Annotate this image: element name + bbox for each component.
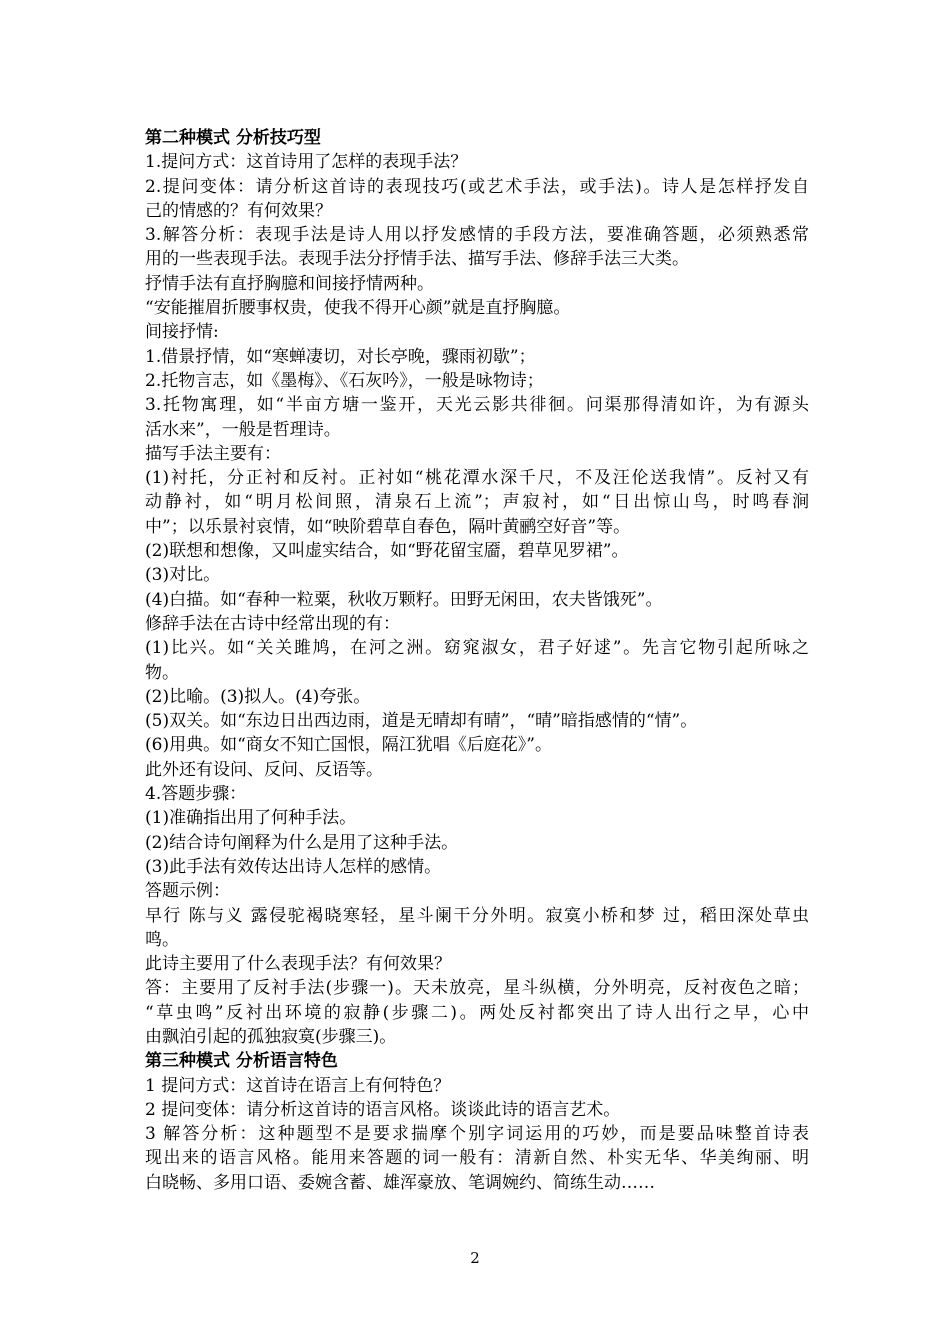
text-line: (6)用典。如“商女不知亡国恨，隔江犹唱《后庭花》”。: [145, 735, 552, 756]
text-line: 修辞手法在古诗中经常出现的有：: [145, 613, 400, 634]
text-line: 物。: [145, 662, 179, 683]
text-line: (3)此手法有效传达出诗人怎样的感情。: [145, 856, 442, 877]
text-line: 此外还有设问、反问、反语等。: [145, 759, 383, 780]
text-line: “安能摧眉折腰事权贵，使我不得开心颜”就是直抒胸臆。: [145, 298, 571, 319]
text-line: 用的一些表现手法。表现手法分抒情手法、描写手法、修辞手法三大类。: [145, 249, 689, 270]
section-heading: 第三种模式 分析语言特色: [145, 1051, 338, 1072]
text-line: (2)联想和想像，又叫虚实结合，如“野花留宝靥，碧草见罗裙”。: [145, 541, 629, 562]
text-line: 鸣。: [145, 929, 179, 950]
text-line: 2.提问变体：请分析这首诗的表现技巧(或艺术手法，或手法)。诗人是怎样抒发自: [145, 176, 809, 197]
text-line: 动静衬，如“明月松间照，清泉石上流”；声寂衬，如“日出惊山鸟，时鸣春涧: [145, 492, 809, 513]
text-line: 此诗主要用了什么表现手法？有何效果？: [145, 954, 451, 975]
text-line: (2)比喻。(3)拟人。(4)夸张。: [145, 686, 371, 707]
text-line: 活水来”，一般是哲理诗。: [145, 419, 341, 440]
text-line: 己的情感的？有何效果？: [145, 200, 332, 221]
text-line: (3)对比。: [145, 565, 221, 586]
text-line: 描写手法主要有：: [145, 443, 281, 464]
text-line: 答题示例：: [145, 881, 230, 902]
text-line: 早行 陈与义 露侵驼褐晓寒轻，星斗阑干分外明。寂寞小桥和梦 过，稻田深处草虫: [145, 905, 809, 926]
text-line: 1.提问方式：这首诗用了怎样的表现手法？: [145, 152, 468, 173]
text-line: (2)结合诗句阐释为什么是用了这种手法。: [145, 832, 459, 853]
section-heading: 第二种模式 分析技巧型: [145, 128, 321, 148]
text-line: 间接抒情:: [145, 322, 219, 343]
text-line: 2 提问变体：请分析这首诗的语言风格。谈谈此诗的语言艺术。: [145, 1099, 621, 1120]
text-line: “草虫鸣”反衬出环境的寂静(步骤二)。两处反衬都突出了诗人出行之早，心中: [145, 1002, 809, 1023]
document-body: [145, 126, 809, 1195]
text-line: 抒情手法有直抒胸臆和间接抒情两种。: [145, 273, 434, 294]
text-line: 白晓畅、多用口语、委婉含蓄、雄浑豪放、笔调婉约、简练生动……: [145, 1172, 655, 1193]
text-line: (1)准确指出用了何种手法。: [145, 808, 357, 829]
text-line: 答：主要用了反衬手法(步骤一)。天未放亮，星斗纵横，分外明亮，反衬夜色之暗；: [145, 978, 809, 999]
text-line: 3.解答分析：表现手法是诗人用以抒发感情的手段方法，要准确答题，必须熟悉常: [145, 225, 809, 246]
text-line: 现出来的语言风格。能用来答题的词一般有：清新自然、朴实无华、华美绚丽、明: [145, 1148, 809, 1169]
text-line: 3 解答分析：这种题型不是要求揣摩个别字词运用的巧妙，而是要品味整首诗表: [145, 1124, 809, 1145]
text-line: (5)双关。如“东边日出西边雨，道是无晴却有晴”，“晴”暗指感情的“情”。: [145, 711, 698, 732]
text-line: 4.答题步骤：: [145, 784, 247, 805]
text-line: 1.借景抒情，如“寒蝉凄切，对长亭晚，骤雨初歇”；: [145, 346, 536, 367]
text-line: 2.托物言志，如《墨梅》、《石灰吟》，一般是咏物诗；: [145, 370, 544, 391]
text-line: 中”；以乐景衬哀情，如“映阶碧草自春色，隔叶黄鹂空好音”等。: [145, 516, 631, 537]
text-line: (1)衬托，分正衬和反衬。正衬如“桃花潭水深千尺，不及汪伦送我情”。反衬又有: [145, 468, 809, 489]
text-line: 由飘泊引起的孤独寂寞(步骤三)。: [145, 1026, 397, 1047]
text-line: (4)白描。如“春种一粒粟，秋收万颗籽。田野无闲田，农夫皆饿死”。: [145, 589, 663, 610]
text-line: (1)比兴。如“关关雎鸠，在河之洲。窈窕淑女，君子好逑”。先言它物引起所咏之: [145, 638, 809, 659]
text-line: 3.托物寓理，如“半亩方塘一鉴开，天光云影共徘徊。问渠那得清如许，为有源头: [145, 395, 809, 416]
text-line: 1 提问方式：这首诗在语言上有何特色？: [145, 1075, 451, 1096]
page-number: 2: [470, 1249, 480, 1267]
